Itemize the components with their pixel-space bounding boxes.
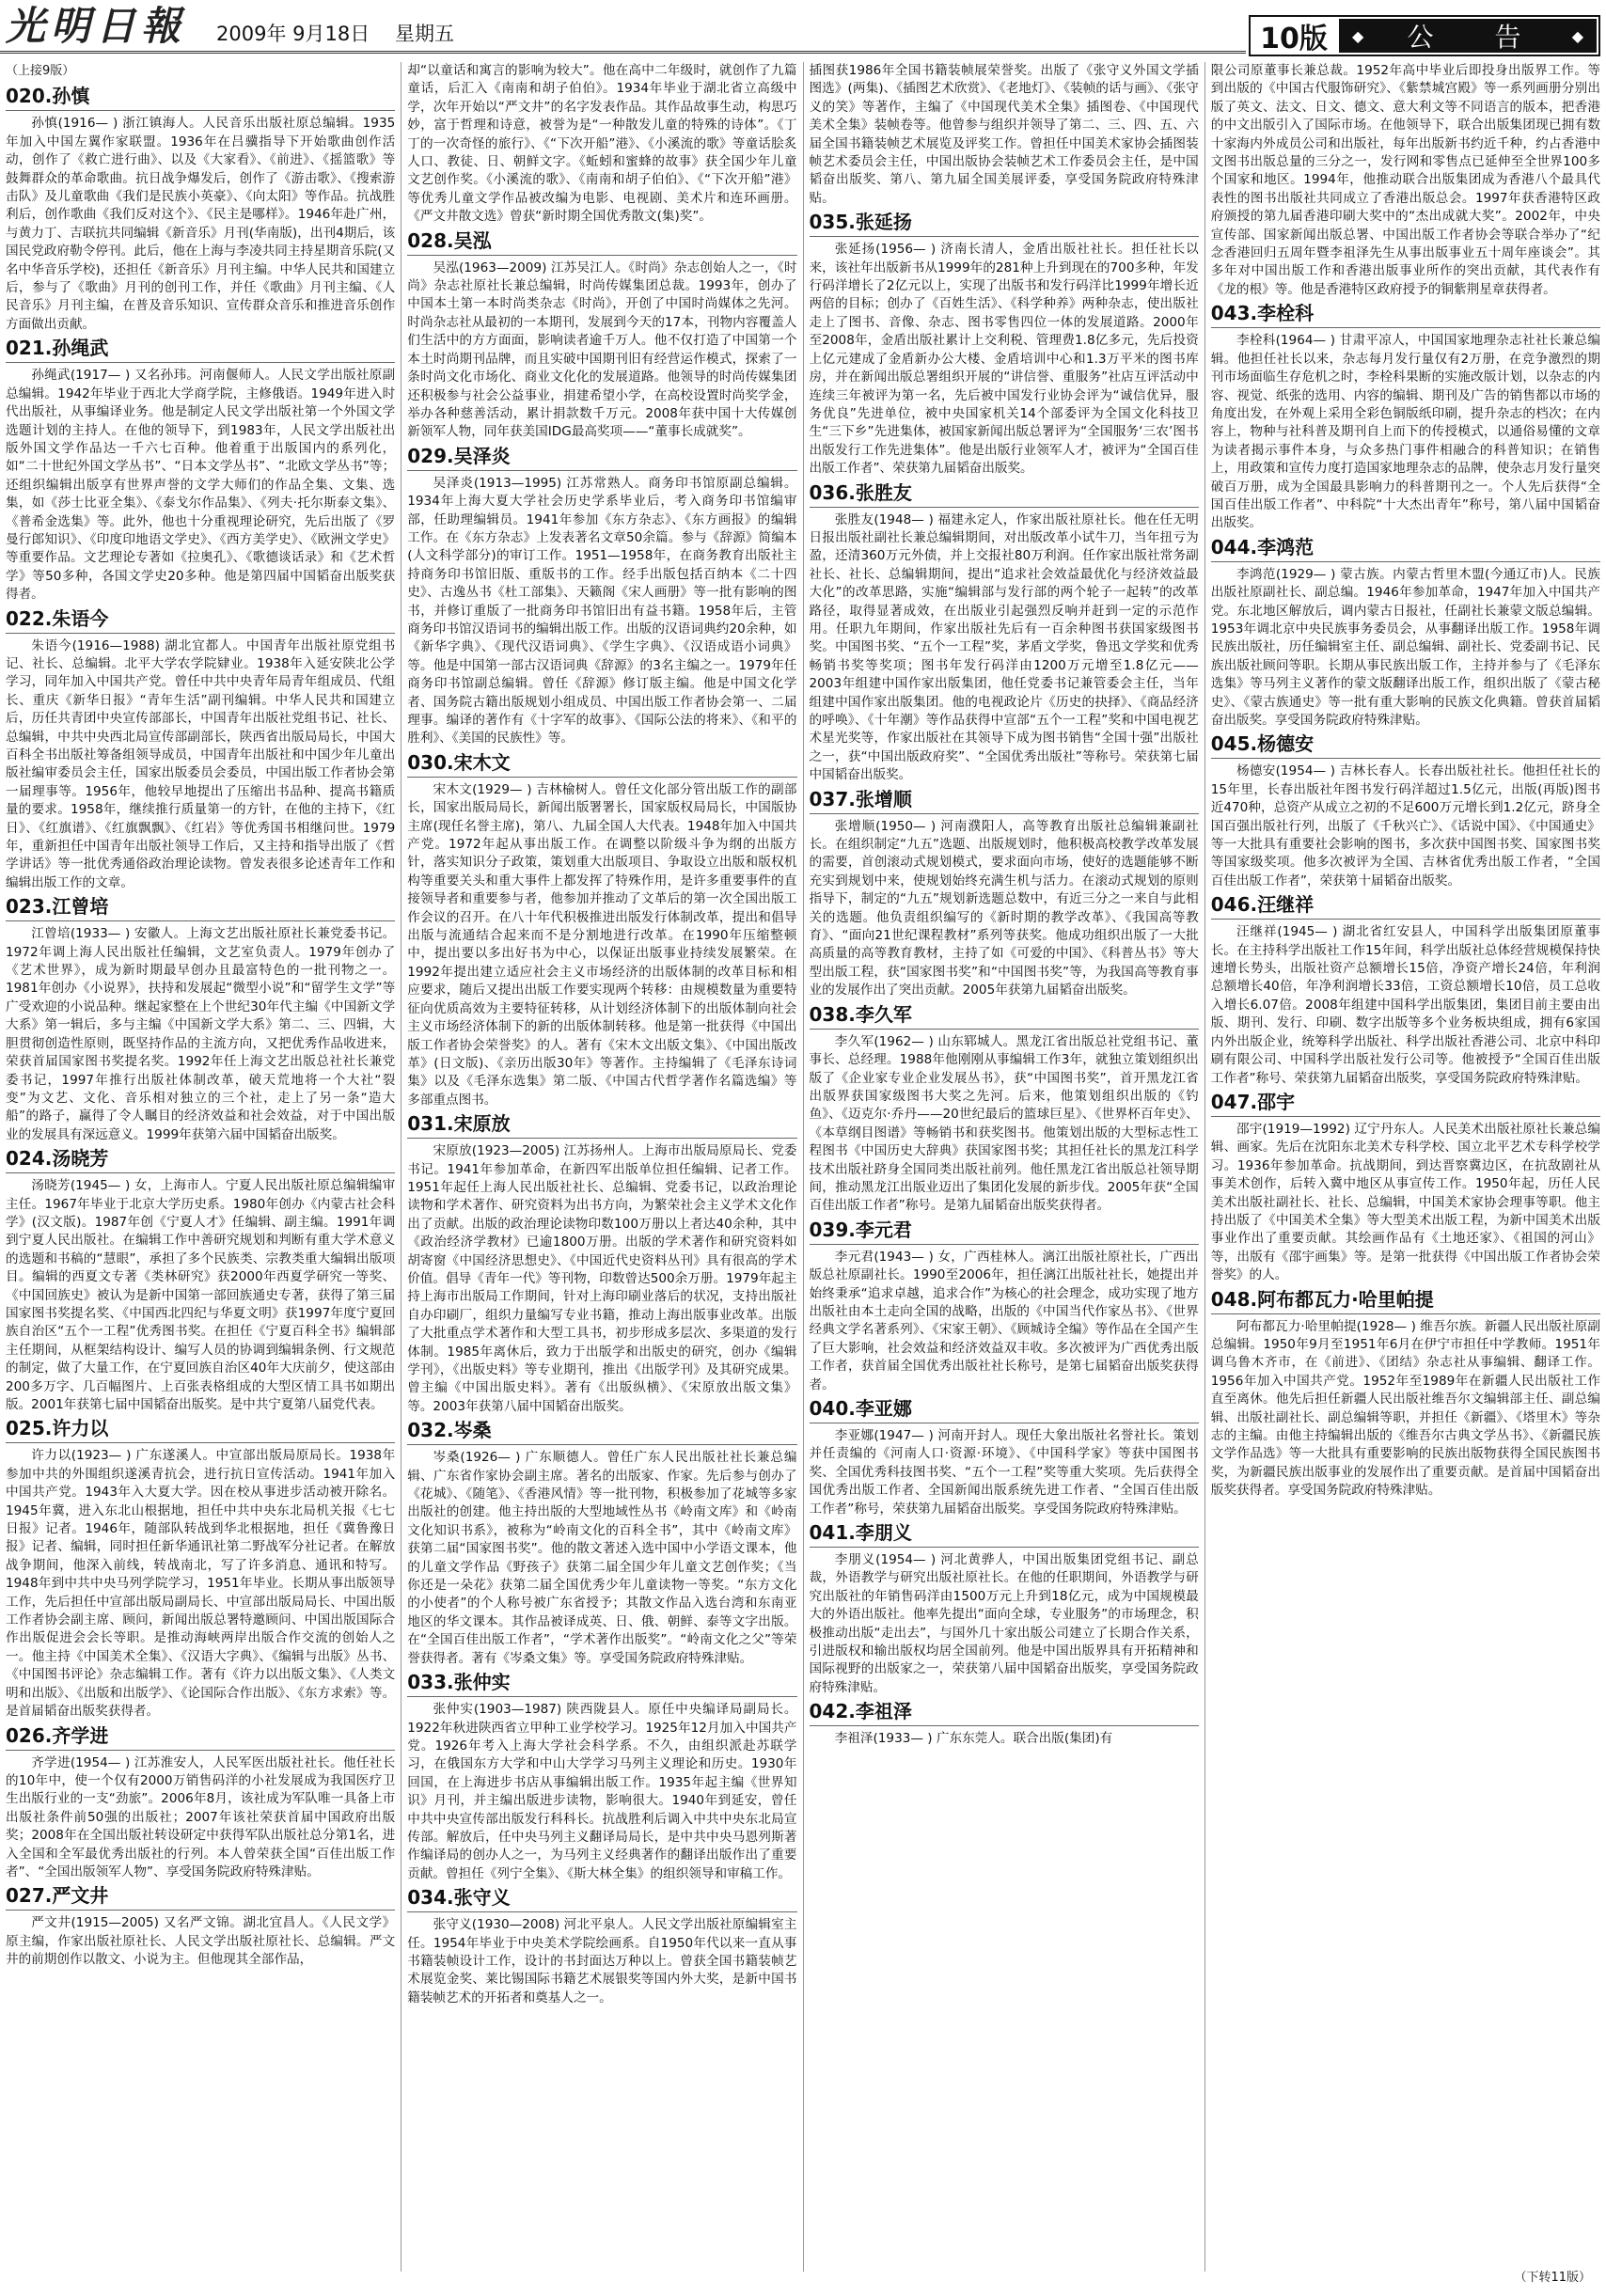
biography-entry	[1211, 730, 1600, 890]
biography-entry	[1211, 299, 1600, 532]
biography-entry	[407, 1416, 796, 1668]
entry-title: 036.张胜友	[810, 479, 1199, 508]
entry-body: 张增顺(1950— ) 河南濮阳人，高等教育出版社总编辑兼副社长。在组织制定“九五”选题、出版规划时，他积极高校教学改革发展的需要，首创滚动式规划模式，要求面向市场，使好的选题能够不断充实到规划中来，使规划始终充满生机与活力。在滚动式规划的原则指导下，制定的“九五”规划新选题总数中，有近三分之一来自与此相关的选题。他负责组织编写的《新时期的教学改革》、《我国高等教育》、“面向21世纪课程教材”系列等获奖。他成功组织出版了一大批高质量的高等教育教材，主持了如《可爱的中国》、《科普丛书》等大型出版工程，获“国家图书奖”和“中国图书奖”等，为我国高等教育事业的发展作出了突出贡献。2005年获第九届韬奋出版奖。	[809, 818, 1199, 999]
entry-body: 李朋义(1954— ) 河北黄骅人，中国出版集团党组书记、副总裁，外语教学与研究出版社原社长。在他的任职期间，外语教学与研究出版社的年销售码洋由1500万元上升到18亿元，成为中国规模最大的外语出版社。他率先提出“面向全球，专业服务”的市场理念，积极推动出版“走出去”，与国外几十家出版公司建立了长期合作关系，引进版权和输出版权均居全国前列。他是中国出版界具有开拓精神和国际视野的出版家之一，荣获第八届中国韬奋出版奖，享受国务院政府特殊津贴。	[809, 1552, 1199, 1695]
biography-entry	[810, 208, 1199, 478]
biography-entry	[1211, 533, 1600, 731]
entry-title: 034.张守义	[407, 1883, 796, 1912]
issue-date: 2009年 9月18日	[216, 23, 370, 45]
entry-body: 江曾培(1933— ) 安徽人。上海文艺出版社原社长兼党委书记。1972年调上海人民出版社任编辑，文艺室负责人。1979年创办了《艺术世界》，成为新时期最早创办且最富特色的一批刊物之一。1981年创办《小说界》，扶持和发展起“微型小说”和“留学生文学”等广受欢迎的小说品种。继起家整在上个世纪30年代主编《中国新文学大系》第一辑后，多与主编《中国新文学大系》第二、三、四辑，大胆贯彻创造性原则，既坚持作品的主流方向，又把优秀作品收进来，荣获首届国家图书奖提名奖。1992年任上海文艺出版总社社长兼党委书记，1997年推行出版社体制改革，破天荒地将一个大社“裂变”为文艺、文化、音乐相对独立的三个社，走上了另一条“造大船”的路子，赢得了令人瞩目的经济效益和社会效益，对于中国出版业的发展具有深远意义。1999年获第六届中国韬奋出版奖。	[6, 926, 396, 1142]
text-column	[803, 62, 1199, 2272]
entry-title: 039.李元君	[810, 1216, 1199, 1245]
entry-title: 023.江曾培	[6, 892, 395, 921]
biography-entry	[6, 892, 395, 1144]
diamond-icon: ◆	[1352, 26, 1364, 45]
entry-title: 045.杨德安	[1211, 730, 1600, 759]
entry-body: 限公司原董事长兼总裁。1952年高中毕业后即投身出版界工作。等到出版的《中国古代服饰研究》、《紫禁城宫殿》等一系列画册分别出版了英文、法文、日文、德文、意大利文等不同语言的版本，把香港的中文出版引入了国际市场。在他领导下，联合出版集团现已拥有数十家海内外成员公司和出版社，每年出版新书约近千种，约占香港中文图书出版总量的三分之一，发行网和零售点已延伸至全世界100多个国家和地区。1994年，他推动联合出版集团成为香港八个最具代表性的图书出版社共同成立了香港出版总会。1997年获香港特区政府颁授的第九届香港印刷大奖中的“杰出成就大奖”。2002年，中央宣传部、国家新闻出版总署、中国出版工作者协会等联合举办了“纪念香港回归五周年暨李祖泽先生从事出版事业五十周年座谈会”。其多年对中国出版工作和香港出版事业所作的突出贡献，其代表作有《龙的根》等。他是香港特区政府授予的铜紫荆星章获得者。	[1210, 63, 1600, 297]
entry-body: 岑桑(1926— ) 广东顺德人。曾任广东人民出版社社长兼总编辑、广东省作家协会副主席。著名的出版家、作家。先后参与创办了《花城》、《随笔》、《香港风情》等一批刊物，积极参加了花城等多家出版社的创建。他主持出版的大型地域性丛书《岭南文库》和《岭南文化知识书系》，被称为“岭南文化的百科全书”，其中《岭南文库》获第二届“国家图书奖”。他的散文著述入选中国中小学语文课本，他的儿童文学作品《野孩子》获第二届全国少年儿童文艺创作奖；《当你还是一朵花》获第二届全国优秀少年儿童读物一等奖。“东方文化的小使者”的个人称号被广东省授予；其散文作品入选台湾和东南亚地区的华文课本。其作品被译成英、日、俄、朝鲜、泰等文字出版。在“全国百佳出版工作者”，“学术著作出版奖”。“岭南文化之父”等荣誉获得者。著有《岑桑文集》等。享受国务院政府特殊津贴。	[407, 1450, 797, 1666]
biography-entry	[407, 227, 796, 442]
biography-entry	[407, 1883, 796, 2007]
biography-entry	[1211, 890, 1600, 1088]
entry-body: 宋原放(1923—2005) 江苏扬州人。上海市出版局原局长、党委书记。1941年参加革命，在新四军出版单位担任编辑、记者工作。1951年起任上海人民出版社社长、总编辑、党委书记，以政治理论读物和学术著作、研究资料为出书方向，为繁荣社会主义学术文化作出了贡献。出版的政治理论读物印数100万册以上者达40余种，其中《政治经济学教材》已逾1800万册。出版的学术著作和研究资料如胡寄窗《中国经济思想史》、《中国近代史资料丛刊》具有很高的学术价值。倡导《青年一代》等刊物，印数曾达500余万册。1979年起主持上海市出版局工作期间，针对上海印刷业落后的状况，支持出版社自办印刷厂，组织力量编写专业书籍，推动上海出版事业改革。出版了大批重点学术著作和大型工具书，初步形成多层次、多渠道的发行体制。1985年离休后，致力于出版学和出版史的研究，创办《编辑学刊》，《出版史料》等专业期刊，推出《出版学刊》及其研究成果。曾主编《中国出版史料》。著有《出版纵横》、《宋原放出版文集》等。2003年获第八届中国韬奋出版奖。	[407, 1143, 797, 1414]
biography-entry	[6, 1414, 395, 1721]
biography-entry	[810, 1394, 1199, 1518]
entry-body: 杨德安(1954— ) 吉林长春人。长春出版社社长。他担任社长的15年里，长春出版社年图书发行码洋超过1.5亿元，出版(再版)图书近470种，总资产从成立之初的不足600万元增长到1.2亿元，跻身全国百强出版社行列，出版了《千秋兴亡》、《话说中国》、《中国通史》等一大批具有重要社会影响的图书，多次获中国图书奖、国家图书奖等国家级奖项。他多次被评为全国、吉林省优秀出版工作者，“全国百佳出版工作者”，荣获第十届韬奋出版奖。	[1210, 763, 1600, 889]
entry-title: 037.张增顺	[810, 785, 1199, 814]
section-banner	[1339, 19, 1597, 53]
entry-body: 李元君(1943— ) 女，广西桂林人。漓江出版社原社长，广西出版总社原副社长。1990至2006年，担任漓江出版社社长，她提出并始终秉承“追求卓越，追求合作”为核心的社会理念，成功实现了地方出版社由本土走向全国的战略，出版的《中国当代作家丛书》、《世界经典文学名著系列》、《宋家王朝》、《顾城诗全编》等作品在全国产生了巨大影响，社会效益和经济效益双丰收。多次被评为广西优秀出版工作者，获首届全国优秀出版社社长称号，是第七届韬奋出版奖获得者。	[809, 1249, 1199, 1392]
entry-body: 却“以童话和寓言的影响为较大”。他在高中二年级时，就创作了九篇童话，后汇入《南南和胡子伯伯》。1934年毕业于湖北省立高级中学，次年开始以“严文井”的名字发表作品。其作品故事生动，构思巧妙，富于哲理和诗意，被誉为是“一种散发儿童的特殊的诗体”。《丁丁的一次奇怪的旅行》、《“下次开船”港》、《小溪流的歌》等童话脍炙人口、教徒、日、朝鲜文字。《蚯蚓和蜜蜂的故事》获全国少年儿童文艺创作奖。《小溪流的歌》、《南南和胡子伯伯》、《“下次开船”港》等优秀儿童文学作品被改编为电影、电视剧、美术片和连环画册。《严文井散文选》曾获“新时期全国优秀散文(集)奖”。	[407, 63, 797, 225]
biography-entry	[810, 479, 1199, 785]
entry-body: 吴泓(1963—2009) 江苏吴江人。《时尚》杂志创始人之一，《时尚》杂志社原社长兼总编辑，时尚传媒集团总裁。1993年，创办了中国本土第一本时尚类杂志《时尚》，开创了中国时尚媒体之先河。时尚杂志社从最初的一本期刊，发展到今天的17本，刊物内容覆盖人们生活中的方方面面，影响读者逾千万人。他不仅打造了中国第一个本土时尚期刊品牌，而且实破中国期刊旧有经营运作模式，探索了一条时尚文化市场化、商业文化化的发展道路。他领导的时尚传媒集团还积极参与社会公益事业，捐建希望小学，在高校设置时尚奖学金，举办各种慈善活动，累计捐款数千万元。2008年获中国十大传媒创新领军人物，同年获美国IDG最高奖项——“董事长成就奖”。	[407, 259, 797, 440]
entry-body: 朱语今(1916—1988) 湖北宜都人。中国青年出版社原党组书记、社长、总编辑。北平大学农学院肄业。1938年入延安陕北公学学习，同年加入中国共产党。曾任中共中央青年局青年组成员、代组长、重庆《新华日报》“青年生活”副刊编辑。中华人民共和国建立后，历任共青团中央宣传部部长，中国青年出版社党组书记、社长、总编辑，中共中央西北局宣传部副部长，陕西省出版局局长，中国大百科全书出版社筹备组领导成员，中国青年出版社和中国少年儿童出版社编审委员会主任，国家出版委员会委员，中国出版工作者协会第一届理事等。1956年，他较早地提出了压缩出书品种、提高书籍质量的要求。1958年，继续推行质量第一的方针，在他的主持下，《红日》、《红旗谱》、《红旗飘飘》、《红岩》等优秀国书相继问世。1979年，重新担任中国青年出版社领导工作后，又主持和指导出版了《哲学讲话》等一批优秀通俗政治理论读物。曾发表很多论述青年工作和编辑出版工作的文章。	[6, 637, 396, 890]
entry-title: 030.宋木文	[407, 748, 796, 778]
entry-title: 048.阿布都瓦力·哈里帕提	[1211, 1285, 1600, 1314]
biography-entry	[407, 748, 796, 1109]
masthead-rule	[0, 51, 1246, 54]
biography-entry	[6, 605, 395, 893]
continued-from-note: （上接9版）	[6, 64, 75, 78]
entry-body: 孙慎(1916— ) 浙江镇海人。人民音乐出版社原总编辑。1935年加入中国左翼作家联盟。1936年在吕骥指导下开始歌曲创作活动，创作了《救亡进行曲》、以及《大家看》、《前进》、《摇篮歌》等鼓舞群众的革命歌曲。抗日战争爆发后，创作了《游击歌》、《搜索游击队》及儿童歌曲《我们是民族小英豪》、《向太阳》等作品。抗战胜利后，创作歌曲《我们反对这个》、《民主是哪样》。1946年赴广州，与黄力丁、吉联抗共同编辑《新音乐》月刊(华南版)，出刊4期后，该国民党政府勒令停刊。此后，他在上海与李凌共同主持星期音乐院(又名中华音乐学校)，还担任《新音乐》月刊主编。中华人民共和国建立后，参与了《歌曲》月刊的创刊工作，并任《歌曲》月刊主编、《人民音乐》月刊主编，在普及音乐知识、宣传群众音乐和推进音乐创作方面做出贡献。	[6, 116, 396, 332]
entry-title: 040.李亚娜	[810, 1394, 1199, 1423]
entry-body: 李祖泽(1933— ) 广东东莞人。联合出版(集团)有	[834, 1731, 1113, 1747]
diamond-icon: ◆	[1571, 26, 1583, 45]
biography-entry	[810, 1000, 1199, 1216]
entry-body: 宋木文(1929— ) 吉林榆树人。曾任文化部分管出版工作的副部长，国家出版局局长，新闻出版署署长，国家版权局局长，中国版协主席(现任名誉主席)，第八、九届全国人大代表。1948年加入中国共产党。1972年起从事出版工作。在调整以阶级斗争为纲的出版方针，落实知识分子政策，策划重大出版项目、争取设立出版和版权机构等重要关头和重大事件上都发挥了特殊作用，是许多重要事件的直接领导者和重要参与者，他参加并推动了文革后的第一次全国出版工作会议的召开。在八十年代积极推进出版发行体制改革，提出和倡导出版与流通结合起来而不是分割地进行改革。在1990年压缩整顿中，提出要以多出好书为中心，以保证出版事业持续发展繁荣。在1992年提出建立适应社会主义市场经济的出版体制的改革目标和相应要求，随后又提出出版工作要实现两个转移：由规模数量为重要特征向优质高效为主要特征转移，从计划经济体制下的出版体制向社会主义市场经济体制下的新的出版体制转移。他是第一批获得《中国出版工作者协会荣誉奖》的人。著有《宋木文出版文集》、《中国出版改革》(日文版)、《亲历出版30年》等著作。主持编辑了《毛泽东诗词集》以及《毛泽东选集》第二版、《中国古代哲学著作名篇选编》等多部重点图书。	[407, 781, 797, 1108]
entry-title: 047.邵宇	[1211, 1088, 1600, 1117]
entry-body: 吴泽炎(1913—1995) 江苏常熟人。商务印书馆原副总编辑。1934年上海大夏大学社会历史学系毕业后，考入商务印书馆编审部，任助理编辑员。1941年参加《东方杂志》、《东方画报》的编辑工作。在《东方杂志》上发表著名文章50余篇。参与《辞源》简编本(人文科学部分)的审订工作。1951—1958年，在商务教育出版社主持商务印书馆旧版、重版书的工作。经手出版包括百纳本《二十四史》、古逸丛书《杜工部集》、天籁阁《宋人画册》等一批有影响的图书，并修订重版了一批商务印书馆旧出有益书籍。1958年后，主管商务印书馆汉语词书的编辑出版工作。出版的汉语词典约20余种，如《新华字典》、《现代汉语词典》、《学生字典》、《汉语成语小词典》等。他是中国第一部古汉语词典《辞源》的3名主编之一。1979年任商务印书馆副总编辑。曾任《辞源》修订版主编。他是中国文化学者、国务院古籍出版规划小组成员、中国出版工作者协会第一、二届理事。编译的著作有《十字军的故事》、《国际公法的将来》、《和平的胜利》、《美国的民族性》等。	[407, 475, 797, 747]
biography-entry	[6, 1881, 395, 1969]
entry-title: 026.齐学进	[6, 1722, 395, 1751]
biography-entry	[810, 785, 1199, 1000]
biography-entry	[1211, 1285, 1600, 1501]
newspaper-logo: 光明日報	[6, 3, 187, 49]
continuation-note: （下转11版）	[1514, 2271, 1591, 2285]
entry-title: 020.孙慎	[6, 82, 395, 111]
entry-body: 李久军(1962— ) 山东郓城人。黑龙江省出版总社党组书记、董事长、总经理。1988年他刚刚从事编辑工作3年，就独立策划组织出版了《企业家专业企业发展丛书》，获“中国图书奖”，首开黑龙江省出版界获国家级图书大奖之先河。后来，他策划组织出版的《钓鱼》、《迈克尔·乔丹——20世纪最后的篮球巨星》、《世界杯百年史》、《本草纲目图谱》等畅销书和获奖图书。他策划出版的大型标志性工程图书《中国历史大辞典》获国家图书奖；其担任社长的黑龙江科学技术出版社跻身全国同类出版社前列。他任黑龙江省出版总社领导期间，推动黑龙江出版业迈出了集团化发展的新步伐。2005年获“全国百佳出版工作者”称号。是第九届韬奋出版奖获得者。	[809, 1033, 1199, 1214]
entry-title: 033.张仲实	[407, 1668, 796, 1697]
biography-entry	[407, 1668, 796, 1883]
page-label-box	[1249, 15, 1600, 56]
biography-entry	[810, 1216, 1199, 1394]
entry-title: 035.张延扬	[810, 208, 1199, 237]
text-column	[401, 62, 796, 2272]
biography-entry	[407, 1109, 796, 1416]
text-column	[1204, 62, 1600, 2272]
biography-entry	[6, 1722, 395, 1882]
entry-body: 邵宇(1919—1992) 辽宁丹东人。人民美术出版社原社长兼总编辑、画家。先后在沈阳东北美术专科学校、国立北平艺术专科学校学习。1936年参加革命。抗战期间，到达晋察冀边区，在抗敌剧社从事美术创作，后转入冀中地区从事宣传工作。1950年起，历任人民美术出版社副社长、社长、总编辑，中国美术家协会理事等职。他主持出版了《中国美术全集》等大型美术出版工程，为新中国美术出版事业作出了重要贡献。其绘画作品有《土地还家》、《祖国的河山》等，出版有《邵宇画集》等。是第一批获得《中国出版工作者协会荣誉奖》的人。	[1210, 1121, 1600, 1283]
biography-entry	[6, 1144, 395, 1414]
entry-title: 027.严文井	[6, 1881, 395, 1911]
entry-title: 028.吴泓	[407, 227, 796, 256]
entry-body: 插图获1986年全国书籍装帧展荣誉奖。出版了《张守义外国文学插图选》(两集)、《插图艺术欣赏》、《老地灯》、《装帧的话与画》、《张守义的笑》等著作，主编了《中国现代美术全集》插图卷、《中国现代美术全集》装帧卷等。他曾参与组织并领导了第二、三、四、五、六届全国书籍装帧艺术展览及评奖工作。曾担任中国美术家协会插图装帧艺术委员会主任，中国出版协会装帧艺术工作委员会主任，是中国韬奋出版奖、第八、第九届全国美展评委，享受国务院政府特殊津贴。	[809, 63, 1199, 206]
entry-title: 031.宋原放	[407, 1109, 796, 1139]
entry-body: 许力以(1923— ) 广东遂溪人。中宣部出版局原局长。1938年参加中共的外围组织遂溪青抗会，进行抗日宣传活动。1941年加入中国共产党。1943年入大夏大学。因在校从事进步活动被开除名。1945年冀，进入东北山根据地，担任中共中央东北局机关报《七七日报》记者。1946年，随部队转战到华北根据地，担任《冀鲁豫日报》记者、编辑，同时担任新华通讯社第二野战军分社记者。在解放战争期间，他深入前线，转战南北，写了许多消息、通讯和特写。1948年到中共中央马列学院学习，1951年毕业。长期从事出版领导工作，先后担任中宣部出版局副局长、中宣部出版局局长、中国出版工作者协会副主席、顾问，新闻出版总署特邀顾问、中国出版国际合作出版促进会会长等职。是推动海峡两岸出版合作交流的创始人之一。他主持《中国美术全集》、《汉语大字典》、《编辑与出版》丛书、《中国图书评论》杂志编辑工作。著有《许力以出版文集》、《人类文明和出版》、《出版和出版学》、《论国际合作出版》、《东方求索》等。是首届韬奋出版奖获得者。	[6, 1448, 396, 1720]
article-columns	[6, 62, 1600, 2272]
entry-title: 046.汪继祥	[1211, 890, 1600, 920]
entry-body: 张胜友(1948— ) 福建永定人，作家出版社原社长。他在任无明日报出版社副社长兼总编辑期间，对出版改革小试牛刀，当年扭亏为盈，还清360万元外债，并上交报社80万利润。任作家出版社常务副社长、社长、总编辑期间，提出“追求社会效益最优化与经济效益最大化”的改革思路，实施“编辑部与发行部的两个轮子一起转”的改革路径，取得显著成效，在出版业引起强烈反响并赶到一定的示范作用。任职九年期间，作家出版社先后有一百余种图书获国家级图书奖。中国图书奖、“五个一工程”奖，茅盾文学奖，鲁迅文学奖和优秀畅销书奖等奖项；图书年发行码洋由1200万元增至1.8亿元——2003年组建中国作家出版集团，他任党委书记兼管委会主任，当年组建中国作家出版集团。他的电视政论片《历史的抉择》、《商品经济的呼唤》、《十年潮》等作品获得中宣部“五个一工程”奖和中国电视艺术星光奖等，作家出版社在其领导下成为图书销售“全国十强”出版社之一，获“中国出版政府奖”、“全国优秀出版社”等称号。荣获第七届中国韬奋出版奖。	[809, 511, 1199, 783]
entry-body: 李亚娜(1947— ) 河南开封人。现任大象出版社名誉社长。策划并任责编的《河南人口·资源·环境》、《中国科学家》等获中国图书奖、全国优秀科技图书奖、“五个一工程”奖等重大奖项。先后获得全国优秀出版工作者、全国新闻出版系统先进工作者、“全国百佳出版工作者”称号，荣获第九届韬奋出版奖。享受国务院政府特殊津贴。	[809, 1428, 1199, 1517]
entry-title: 042.李祖泽	[810, 1697, 1199, 1726]
entry-title: 024.汤晓芳	[6, 1144, 395, 1173]
entry-body: 李鸿范(1929— ) 蒙古族。内蒙古哲里木盟(今通辽市)人。民族出版社原副社长、副总编。1946年参加革命，1947年加入中国共产党。东北地区解放后，调内蒙古日报社，任副社长兼蒙文版总编辑。1953年调北京中央民族事务委员会，从事翻译出版工作。1958年调民族出版社，历任编辑室主任、副总编辑、副社长、党委副书记、民族出版社顾问等职。长期从事民族出版工作，主持并参与了《毛泽东选集》等马列主义著作的蒙文版翻译出版工作，组织出版了《蒙古秘史》、《蒙古族通史》等一批有重大影响的民族文化典籍。曾获首届韬奋出版奖。享受国务院政府特殊津贴。	[1210, 566, 1600, 728]
entry-body: 李栓科(1964— ) 甘肃平凉人，中国国家地理杂志社社长兼总编辑。他担任社长以来，杂志每月发行量仅有2万册，在竞争激烈的期刊市场面临生存危机之时，李栓科果断的实施改版计划，以杂志的内容、视觉、纸张的选用、内容的编辑、期刊及广告的销售都以市场的角度出发，在外观上采用全彩色铜版纸印刷，提升杂志的档次；在内容上，物种与社科普及期刊自上而下的传授模式，以通俗易懂的文章为读者揭示事件本身，与众多热门事件相融合的科普知识；在销售上，用政策和宣传力度打造国家地理杂志的品牌，使杂志月发行量突破百万册，成为全国最具影响力的科普期刊之一。个人先后获得“全国百佳出版工作者”、中科院“十大杰出青年”称号，第八届中国韬奋出版奖。	[1210, 333, 1600, 531]
entry-title: 044.李鸿范	[1211, 533, 1600, 562]
section-title: 公 告	[1407, 22, 1548, 53]
entry-title: 041.李朋义	[810, 1518, 1199, 1548]
page-number: 10版	[1260, 23, 1328, 55]
entry-body: 汤晓芳(1945— ) 女，上海市人。宁夏人民出版社原总编辑编审主任。1967年毕业于北京大学历史系。1980年创办《内蒙古社会科学》(汉文版)。1987年创《宁夏人才》任编辑、副主编。1991年调到宁夏人民出版社。在编辑工作中善研究规划和判断有重大学术意义的选题和书稿的“慧眼”，承担了多个民族类、宗教类重大编辑出版项目。编辑的西夏文专著《类林研究》获2000年西夏学研究一等奖、《中国回族史》被认为是新中国第一部回族通史专著，获得了第三届国家图书奖提名奖、《中国西北四纪与华夏文明》获1997年度宁夏回族自治区“五个一工程”优秀图书奖。在担任《宁夏百科全书》编辑部主任期间，从框架结构设计、编写人员的协调到编辑条例、行文规范的制定，做了大量工作，在宁夏回族自治区40年大庆前夕，使这部由200多万字、几百幅图片、上百张表格组成的大型区情工具书如期出版。2001年获第七届中国韬奋出版奖。是中共宁夏第八届党代表。	[6, 1178, 396, 1412]
entry-body: 汪继祥(1945— ) 湖北省红安县人，中国科学出版集团原董事长。在主持科学出版社工作15年间，科学出版社总体经营规模保持快速增长势头，出版社资产总额增长15倍，净资产增长24倍，年利润总额增长40倍，年净利润增长33倍，工资总额增长10倍，员工总收入增长6.07倍。2008年组建中国科学出版集团，集团目前主要由出版、期刊、发行、印刷、数字出版等多个业务板块组成，拥有6家国内外出版企业，统筹科学出版社、科学出版社香港公司、北京中科印刷有限公司、中国科学出版社发行公司等。他被授予“全国百佳出版工作者”称号、荣获第九届韬奋出版奖，享受国务院政府特殊津贴。	[1210, 924, 1600, 1086]
biography-entry	[1211, 1088, 1600, 1285]
entry-body: 齐学进(1954— ) 江苏淮安人，人民军医出版社社长。他任社长的10年中，使一个仅有2000万销售码洋的小社发展成为我国医疗卫生出版行业的一支“劲旅”。2006年8月，该社成为军队唯一具备上市出版社条件前50强的出版社；2007年该社荣获首届中国政府出版奖；2008年在全国出版社转设研定中获得军队出版社总分第1名，进入全国和全军最优秀出版社的行列。本人曾荣获全国“百佳出版工作者”、“全国出版领军人物”、享受国务院政府特殊津贴。	[6, 1754, 396, 1879]
entry-title: 038.李久军	[810, 1000, 1199, 1030]
entry-body: 孙绳武(1917— ) 又名孙玮。河南偃师人。人民文学出版社原副总编辑。1942年毕业于西北大学商学院，主修俄语。1949年进入时代出版社，从事编译业务。他是制定人民文学出版社第一个外国文学选题计划的主持人。在他的领导下，到1983年，人民文学出版社出版外国文学作品达一千六七百种。他着重于出版国内的系列化，如“二十世纪外国文学丛书”、“日本文学丛书”、“北欧文学丛书”等；还组织编辑出版享有世界声誉的文学大师们的作品全集、文集、选集，如《莎士比亚全集》、《泰戈尔作品集》、《列夫·托尔斯泰文集》、《普希金选集》等。此外，他也十分重视理论研究，先后出版了《罗曼行郎知识》、《印度印地语文学史》、《西方美学史》、《欧洲文学史》等重要作品。文艺理论专著如《拉奥孔》、《歌德谈话录》和《艺术哲学》等50多种，各国文学史20多种。他是第四届中国韬奋出版奖获得者。	[6, 368, 396, 603]
biography-entry	[810, 62, 1199, 208]
entry-body: 阿布都瓦力·哈里帕提(1928— ) 维吾尔族。新疆人民出版社原副总编辑。1950年9月至1951年6月在伊宁市担任中学教师。1951年调乌鲁木齐市，在《前进》、《团结》杂志社从事编辑、翻译工作。1956年加入中国共产党。1952年至1989年在新疆人民出版社工作直至离休。他先后担任新疆人民出版社维吾尔文编辑部主任、副总编辑、出版社副社长、副总编辑等职，并担任《新疆》、《塔里木》等杂志的主编。由他主持编辑出版的《维吾尔古典文学丛书》、《新疆民族文学作品选》等一大批具有重要影响的民族出版物获得全国民族图书奖，为新疆民族出版事业的发展作出了重要贡献。是首届中国韬奋出版奖获得者。享受国务院政府特殊津贴。	[1210, 1318, 1600, 1499]
biography-entry	[1211, 62, 1600, 299]
entry-title: 025.许力以	[6, 1414, 395, 1443]
biography-entry	[407, 442, 796, 748]
entry-body: 严文井(1915—2005) 又名严文锦。湖北宜昌人。《人民文学》原主编，作家出版社原社长、人民文学出版社原社长、总编辑。严文井的前期创作以散文、小说为主。但他现其全部作品，	[6, 1915, 396, 1968]
biography-entry	[810, 1697, 1199, 1748]
entry-title: 043.李栓科	[1211, 299, 1600, 328]
masthead	[0, 0, 1606, 53]
entry-title: 021.孙绳武	[6, 334, 395, 363]
biography-entry	[6, 334, 395, 604]
entry-body: 张仲实(1903—1987) 陕西陇县人。原任中央编译局副局长。1922年秋进陕西省立甲种工业学校学习。1925年12月加入中国共产党。1926年考入上海大学社会科学系。不久，由组织派赴苏联学习，在俄国东方大学和中山大学学习马列主义理论和历史。1930年回国，在上海进步书店从事编辑出版工作。1935年起主编《世界知识》月刊，并主编出版进步读物，影响很大。1940年到延安，曾任中共中央宣传部出版发行科科长。抗战胜利后调入中共中央东北局宣传部。解放后，任中央马列主义翻译局局长，是中共中央马恩列斯著作编译局的创办人之一，为马列主义经典著作的翻译出版作出了重要贡献。曾担任《列宁全集》、《斯大林全集》的组织领导和审稿工作。	[407, 1702, 797, 1881]
biography-entry	[407, 62, 796, 227]
issue-weekday: 星期五	[395, 23, 454, 45]
biography-entry	[6, 82, 395, 334]
entry-body: 张守义(1930—2008) 河北平泉人。人民文学出版社原编辑室主任。1954年毕业于中央美术学院绘画系。自1950年代以来一直从事书籍装帧设计工作，设计的书封面达万种以上。曾获全国书籍装帧艺术展览金奖、莱比锡国际书籍艺术展银奖等国内外大奖，是新中国书籍装帧艺术的开拓者和奠基人之一。	[407, 1917, 797, 2005]
biography-entry	[810, 1518, 1199, 1697]
entry-title: 022.朱语今	[6, 605, 395, 634]
entry-title: 029.吴泽炎	[407, 442, 796, 471]
entry-body: 张延扬(1956— ) 济南长清人，金盾出版社社长。担任社长以来，该社年出版新书从1999年的281种上升到现在的700多种，年发行码洋增长了2亿元以上，实现了出版书和发行码洋比1999年增长近两倍的目标；创办了《百姓生活》、《科学种养》两种杂志，使出版社走上了图书、音像、杂志、图书零售四位一体的发展道路。2000年至2008年，金盾出版社累计上交利税、管理费1.8亿多元，先后投资上亿元建成了金盾新办公大楼、金盾培训中心和1.3万平米的图书库房，并在新闻出版总署组织开展的“讲信誉、重服务”社店互评活动中连续三年被评为第一名，先后被中国发行业协会评为“诚信优异，服务优良”先进单位，被中央国家机关14个部委评为全国文化科技卫生“三下乡”先进集体，被国家新闻出版总署评为“全国服务‘三农’图书出版发行工作先进集体”。他是出版行业领军人才，被评为“全国百佳出版工作者”、荣获第九届韬奋出版奖。	[809, 242, 1199, 477]
text-column	[6, 62, 395, 2272]
entry-title: 032.岑桑	[407, 1416, 796, 1445]
